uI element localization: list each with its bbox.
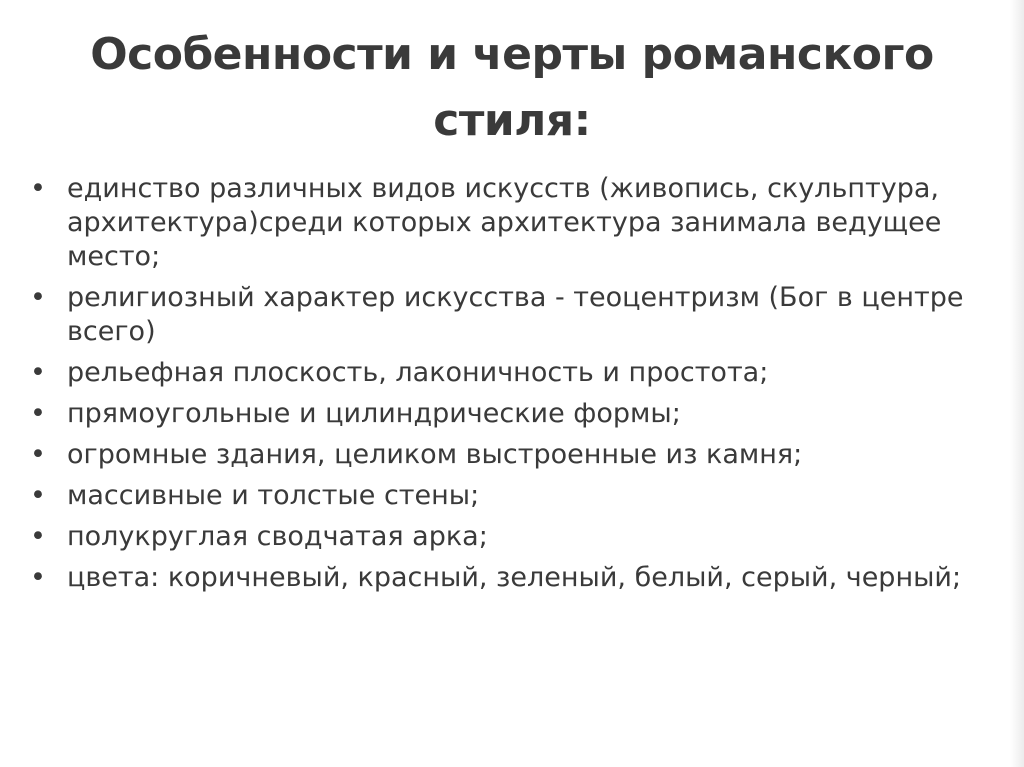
bullet-item [30,172,990,274]
bullet-dot-icon: • [30,439,46,470]
bullet-text: огромные здания, целиком выстроенные из камня; [67,439,803,470]
slide-title: Особенности и черты романского стиля: [90,29,934,146]
bullet-item [30,281,990,349]
bullet-dot-icon: • [30,521,46,552]
bullet-dot-icon: • [30,562,46,593]
bullet-item [30,438,990,472]
bullet-text: единство различных видов искусств (живопись, скульптура, архитектура)среди которых архитектура занимала ведущее место; [67,173,942,272]
bullet-item [30,397,990,431]
bullet-text: цвета: коричневый, красный, зеленый, белый, серый, черный; [67,562,962,593]
bullet-text: религиозный характер искусства - теоцентризм (Бог в центре всего) [67,282,964,347]
bullet-dot-icon: • [30,398,46,429]
bullet-dot-icon: • [30,357,46,388]
bullet-text: массивные и толстые стены; [67,480,480,511]
bullet-item [30,479,990,513]
bullet-text: прямоугольные и цилиндрические формы; [67,398,681,429]
bullet-dot-icon: • [30,480,46,511]
bullet-item [30,520,990,554]
bullet-dot-icon: • [30,173,46,204]
bullet-dot-icon: • [30,282,46,313]
slide-edge-shadow [1010,0,1024,767]
bullet-item [30,356,990,390]
bullet-list [30,172,990,602]
bullet-text: рельефная плоскость, лаконичность и простота; [67,357,769,388]
bullet-item [30,561,990,595]
bullet-text: полукруглая сводчатая арка; [67,521,488,552]
